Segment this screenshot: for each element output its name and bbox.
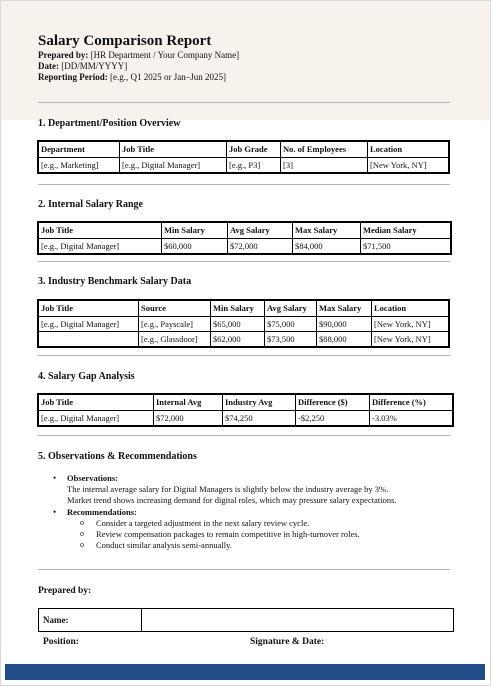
table-header-cell: Job Title	[39, 223, 162, 239]
table-cell: $74,250	[223, 411, 296, 426]
table-header-cell: Difference ($)	[296, 395, 370, 411]
recommendations-label: Recommendations:	[67, 507, 137, 517]
divider	[38, 435, 450, 436]
section-title: 5. Observations & Recommendations	[38, 451, 197, 462]
circle-bullet-icon: o	[80, 518, 84, 527]
bullet-icon: •	[53, 507, 57, 517]
observation-text: The internal average salary for Digital Managers is slightly below the industry average by 3%.	[67, 484, 389, 494]
table-header-row	[39, 301, 449, 317]
recommendation-text: Review compensation packages to remain competitive in high-turnover roles.	[96, 529, 360, 539]
table-header-cell: Internal Avg	[154, 395, 223, 411]
recommendation-text: Consider a targeted adjustment in the next salary review cycle.	[96, 518, 310, 528]
table-header-row	[39, 395, 453, 411]
table-header-cell: Min Salary	[211, 301, 265, 317]
salary-gap-table	[38, 394, 453, 426]
observation-text: Market trend shows increasing demand for digital roles, which may pressure salary expectations.	[67, 495, 397, 505]
table-cell: $65,000	[211, 317, 265, 332]
table-header-cell: Min Salary	[162, 223, 228, 239]
table-row	[39, 158, 449, 173]
table-cell: -3.03%	[370, 411, 453, 426]
table-cell: $60,000	[162, 239, 228, 254]
table-header-row	[39, 142, 449, 158]
table-header-cell: Median Salary	[361, 223, 451, 239]
table-cell: [e.g., Digital Manager]	[39, 411, 154, 426]
table-cell: [e.g., Payscale]	[139, 317, 211, 332]
table-header-cell: Job Title	[39, 301, 139, 317]
period-value: [e.g., Q1 2025 or Jan–Jun 2025]	[110, 72, 226, 82]
table-header-cell: Max Salary	[317, 301, 372, 317]
table-cell: [New York, NY]	[372, 317, 449, 332]
table-row	[39, 317, 449, 332]
list-item	[80, 540, 232, 550]
table-header-cell: Industry Avg	[223, 395, 296, 411]
table-cell: [e.g., Glassdoor]	[139, 332, 211, 347]
signature-date-label: Signature & Date:	[250, 637, 325, 647]
table-cell: [New York, NY]	[368, 158, 449, 173]
table-header-cell: Job Title	[39, 395, 154, 411]
signoff-heading: Prepared by:	[38, 586, 92, 596]
period-line	[38, 71, 226, 83]
table-header-cell: Max Salary	[293, 223, 361, 239]
industry-benchmark-table	[38, 300, 449, 347]
internal-salary-table	[38, 222, 451, 254]
section-title: 2. Internal Salary Range	[38, 199, 143, 210]
prepared-by-label: Prepared by:	[38, 50, 89, 60]
table-row	[39, 239, 451, 254]
table-header-cell: Job Title	[120, 142, 227, 158]
table-row	[39, 411, 453, 426]
table-cell	[39, 332, 139, 347]
report-title: Salary Comparison Report	[38, 33, 212, 49]
table-cell: $90,000	[317, 317, 372, 332]
table-header-cell: Source	[139, 301, 211, 317]
date-label: Date:	[38, 61, 59, 71]
table-cell: [New York, NY]	[372, 332, 449, 347]
divider	[38, 355, 450, 356]
list-item	[80, 529, 360, 539]
list-item	[80, 518, 310, 528]
circle-bullet-icon: o	[80, 529, 84, 538]
table-cell: [3]	[281, 158, 368, 173]
date-value: [DD/MM/YYYY]	[61, 61, 128, 71]
divider	[38, 102, 450, 103]
period-label: Reporting Period:	[38, 72, 108, 82]
footer-bar	[5, 664, 485, 680]
table-cell: $72,000	[228, 239, 293, 254]
name-box-divider	[141, 609, 142, 631]
table-cell: $73,500	[265, 332, 317, 347]
table-cell: $84,000	[293, 239, 361, 254]
table-cell: $75,000	[265, 317, 317, 332]
department-overview-table	[38, 141, 449, 173]
table-cell: [e.g., Digital Manager]	[120, 158, 227, 173]
table-cell: -$2,250	[296, 411, 370, 426]
table-header-cell: Location	[368, 142, 449, 158]
prepared-by-value: [HR Department / Your Company Name]	[90, 50, 240, 60]
table-header-row	[39, 223, 451, 239]
table-cell: $62,000	[211, 332, 265, 347]
table-cell: $71,500	[361, 239, 451, 254]
bullet-icon: •	[53, 473, 57, 483]
table-cell: [e.g., Digital Manager]	[39, 239, 162, 254]
table-cell: [e.g., Marketing]	[39, 158, 120, 173]
table-header-cell: Location	[372, 301, 449, 317]
table-row	[39, 332, 449, 347]
section-title: 4. Salary Gap Analysis	[38, 371, 135, 382]
table-header-cell: Difference (%)	[370, 395, 453, 411]
table-cell: $88,000	[317, 332, 372, 347]
name-field-box	[38, 608, 454, 632]
table-header-cell: Avg Salary	[265, 301, 317, 317]
table-header-cell: Department	[39, 142, 120, 158]
name-label: Name:	[43, 615, 69, 625]
divider	[38, 184, 450, 185]
divider	[38, 261, 450, 262]
divider	[38, 569, 450, 570]
circle-bullet-icon: o	[80, 540, 84, 549]
recommendation-text: Conduct similar analysis semi-annually.	[96, 540, 232, 550]
table-header-cell: Avg Salary	[228, 223, 293, 239]
section-title: 3. Industry Benchmark Salary Data	[38, 276, 192, 287]
table-cell: [e.g., P3]	[227, 158, 281, 173]
table-header-cell: Job Grade	[227, 142, 281, 158]
table-cell: [e.g., Digital Manager]	[39, 317, 139, 332]
table-header-cell: No. of Employees	[281, 142, 368, 158]
section-title: 1. Department/Position Overview	[38, 118, 181, 129]
position-label: Position:	[43, 637, 79, 647]
observations-label: Observations:	[67, 473, 118, 483]
table-cell: $72,000	[154, 411, 223, 426]
